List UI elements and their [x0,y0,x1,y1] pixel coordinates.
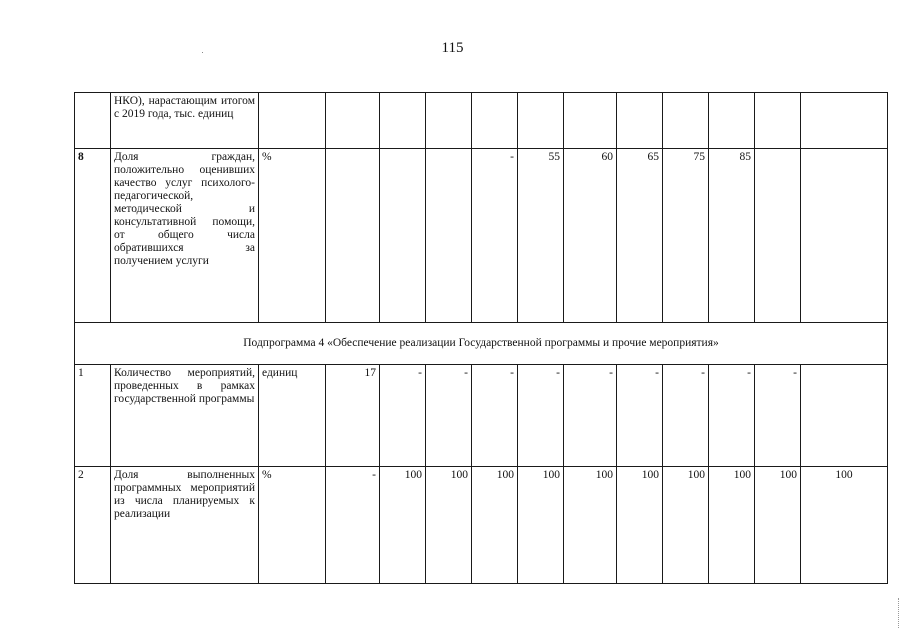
value-cell: - [617,365,663,467]
value-cell [617,93,663,149]
indicator-unit: % [259,149,326,323]
value-cell: - [755,365,801,467]
indicator-name: Доля выполненных программных мероприятий из числа планируемых к реализации [111,467,259,584]
table-row [75,365,888,467]
value-cell [801,93,888,149]
row-number: 1 [75,365,111,467]
page-number: 115 [441,40,464,56]
value-cell: 17 [326,365,380,467]
scan-margin-marks [898,598,901,628]
value-cell: - [426,365,472,467]
value-cell [380,149,426,323]
value-cell [518,93,564,149]
scan-speck [202,52,203,53]
value-cell [326,93,380,149]
value-cell: 100 [518,467,564,584]
value-cell: 100 [617,467,663,584]
value-cell: 55 [518,149,564,323]
table-row [75,149,888,323]
indicator-unit: единиц [259,365,326,467]
indicator-name: Доля граждан, положительно оценивших качество услуг психолого-педагогической, методической и консультативной помощи, от общего числа обратившихся за получением услуги [111,149,259,323]
value-cell: - [380,365,426,467]
value-cell: 100 [801,467,888,584]
indicator-unit: % [259,467,326,584]
value-cell [801,365,888,467]
indicators-table [74,92,888,584]
value-cell: - [472,149,518,323]
row-number [75,93,111,149]
row-number: 8 [75,149,111,323]
value-cell [426,93,472,149]
value-cell: 100 [663,467,709,584]
value-cell: - [472,365,518,467]
table-row [75,467,888,584]
value-cell: 75 [663,149,709,323]
indicator-name: Количество мероприятий, проведенных в рамках государственной программы [111,365,259,467]
value-cell: 100 [709,467,755,584]
value-cell [326,149,380,323]
value-cell [564,93,617,149]
value-cell: 100 [380,467,426,584]
row-number: 2 [75,467,111,584]
value-cell [380,93,426,149]
value-cell [426,149,472,323]
indicator-name: НКО), нарастающим итогом с 2019 года, тыс. единиц [111,93,259,149]
value-cell: 65 [617,149,663,323]
table-row [75,93,888,149]
indicator-unit [259,93,326,149]
value-cell [663,93,709,149]
value-cell: 100 [564,467,617,584]
value-cell [755,93,801,149]
value-cell: 85 [709,149,755,323]
value-cell [755,149,801,323]
subprogram-row [75,323,888,365]
value-cell: 100 [755,467,801,584]
value-cell: - [709,365,755,467]
value-cell: 60 [564,149,617,323]
subprogram-title: Подпрограмма 4 «Обеспечение реализации Государственной программы и прочие мероприятия» [75,323,888,365]
value-cell [801,149,888,323]
value-cell: 100 [426,467,472,584]
value-cell [472,93,518,149]
value-cell: - [326,467,380,584]
value-cell: - [564,365,617,467]
value-cell: - [518,365,564,467]
value-cell: 100 [472,467,518,584]
value-cell: - [663,365,709,467]
value-cell [709,93,755,149]
